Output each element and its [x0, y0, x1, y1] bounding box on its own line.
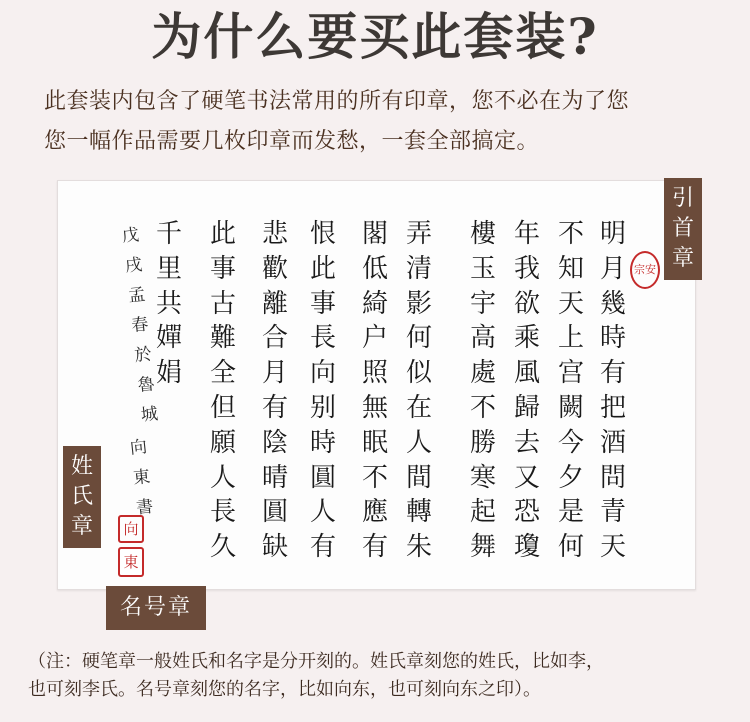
surname-seal: 向 — [118, 515, 144, 543]
poem-column-5: 弄清影何似在人間轉朱 — [405, 219, 432, 563]
calligraphy-paper — [57, 180, 696, 590]
signature-name: 向東書 — [129, 437, 155, 519]
poem-column-3: 年我欲乘風歸去又恐瓊 — [513, 219, 540, 563]
intro-line-1: 此套装内包含了硬笔书法常用的所有印章，您不必在为了您 — [44, 89, 630, 114]
poem-column-2: 不知天上宫闕今夕是何 — [557, 219, 584, 563]
leading-seal-label: 引首章 — [664, 178, 702, 280]
surname-seal-label: 姓氏章 — [63, 446, 101, 548]
footnote-line-2: 也可刻李氏。名号章刻您的名字，比如向东，也可刻向东之印）。 — [28, 679, 541, 700]
poem-column-8: 悲歡離合月有陰晴圓缺 — [261, 219, 288, 563]
name-seal: 東 — [118, 547, 144, 577]
leading-seal: 宗安 — [630, 251, 660, 289]
page-title: 为什么要买此套装? — [151, 7, 599, 66]
poem-column-4: 樓玉宇高處不勝寒起舞 — [469, 219, 496, 563]
name-seal-label: 名号章 — [106, 586, 206, 630]
signature-date: 戊戌孟春於魯城 — [121, 225, 159, 426]
poem-column-1: 明月幾時有把酒問青天 — [599, 219, 626, 563]
poem-column-7: 恨此事長向别時圓人有 — [309, 219, 336, 563]
poem-column-6: 閣低綺户照無眠不應有 — [361, 219, 388, 563]
intro-line-2: 您一幅作品需要几枚印章而发愁，一套全部搞定。 — [44, 129, 540, 154]
poem-column-9: 此事古難全但願人長久 — [209, 219, 236, 563]
poem-column-10: 千里共嬋娟 — [155, 219, 182, 389]
footnote-line-1: （注：硬笔章一般姓氏和名字是分开刻的。姓氏章刻您的姓氏，比如李， — [28, 651, 604, 672]
intro-text — [44, 82, 724, 162]
footnote — [28, 648, 738, 704]
